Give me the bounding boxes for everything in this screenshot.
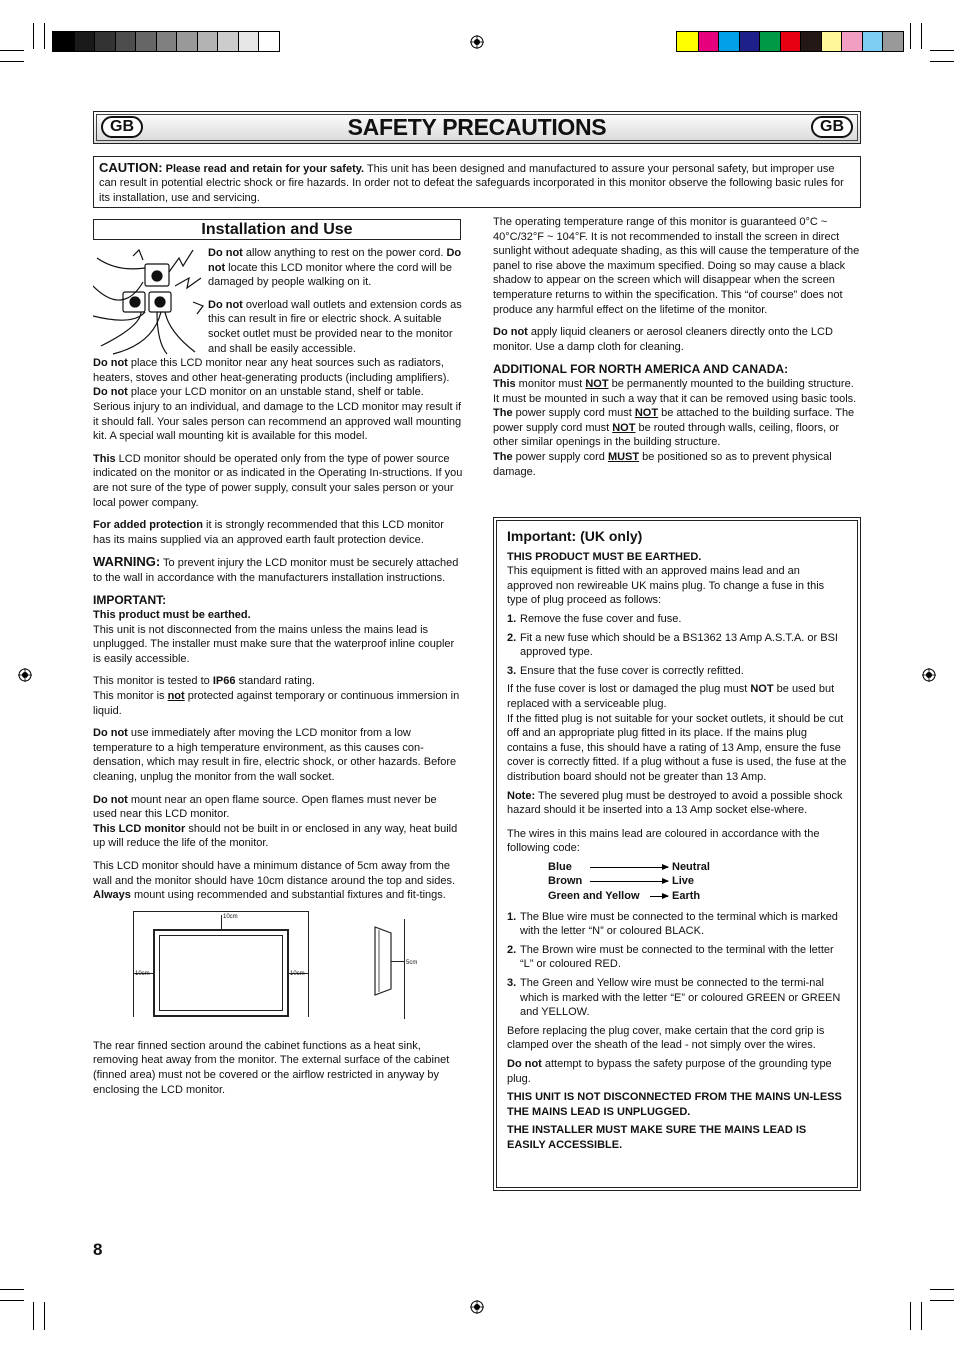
color-swatch: [197, 32, 218, 51]
gray-color-bar: [52, 31, 280, 52]
color-swatch: [698, 32, 719, 51]
p8-underline: not: [167, 690, 185, 703]
color-swatch: [862, 32, 883, 51]
p10-bold: Do not: [93, 793, 128, 806]
registration-mark-icon: [18, 668, 32, 682]
list-item: 1. Remove the fuse cover and fuse.: [507, 612, 682, 625]
table-row: Blue Neutral: [548, 860, 710, 873]
uk-caps-warning-1: THIS UNIT IS NOT DISCONNECTED FROM THE MAINS UN-LESS THE MAINS LEAD IS UNPLUGGED.: [507, 1091, 842, 1118]
gb-badge-left: GB: [101, 116, 143, 138]
important-sub: This product must be earthed.: [93, 609, 251, 622]
registration-mark-icon: [922, 668, 936, 682]
r1-text: The operating temperature range of this monitor is guaranteed 0°C ~ 40°C/32°F ~ 104°F. It is not recommended to install the screen in direct sunlight without adequate shading, as this will cause the temperature of the panel to rise above the maximum specified. Doing so may cause a black shadow to appear on the screen which will disappear when the screen temperature returns to within the specification. This “of course” does not produce any harmful effect on the lifetime of the monitor.: [493, 216, 860, 316]
operation-column: [493, 215, 861, 479]
fuse-cover-text-a: If the fuse cover is lost or damaged the plug must: [507, 683, 751, 696]
p1-text-a: allow anything to rest on the power cord.: [242, 247, 447, 259]
p11-text: should not be built in or enclosed in any way, heat build up will reduce the life of the monitor.: [93, 822, 458, 850]
p4-text: place your LCD monitor on an unstable stand, shelf or table. Serious injury to an individual, and damage to the LCD monitor may result if it should fall. Your sales person can recommend an approved wall mounting kit. A special wall mounting kit is available for this model.: [93, 386, 462, 443]
wire-steps-list: [507, 910, 847, 1020]
page-title: SAFETY PRECAUTIONS: [347, 114, 607, 140]
na3-underline: MUST: [607, 450, 640, 463]
north-america-heading: ADDITIONAL FOR NORTH AMERICA AND CANADA:: [493, 362, 789, 377]
color-swatch: [135, 32, 156, 51]
color-swatch: [74, 32, 95, 51]
table-row: Brown Live: [548, 875, 695, 888]
na3-bold: The: [493, 450, 513, 463]
color-swatch: [217, 32, 238, 51]
clearance-side-label: 5cm: [406, 959, 418, 966]
fuse-steps-list: [507, 612, 847, 678]
p1-bold-a: Do not: [208, 247, 243, 259]
arrow-right-icon: [662, 878, 669, 884]
r2-bold: Do not: [493, 326, 528, 339]
p1-text-b: locate this LCD monitor where the cord will be damaged by people walking on it.: [208, 261, 452, 289]
note-label: Note:: [507, 789, 536, 802]
caution-label: CAUTION:: [99, 160, 163, 175]
color-swatch: [94, 32, 115, 51]
uk-earthed: THIS PRODUCT MUST BE EARTHED.: [507, 550, 702, 563]
fuse-cover-text-b: be used but replaced with a serviceable plug.: [507, 683, 835, 710]
na2-bold: The: [493, 407, 513, 420]
p11-bold: This LCD monitor: [93, 822, 186, 835]
p2-text: overload wall outlets and extension cords as this can result in fire or electric shock. A suitable socket outlet must be provided near to the monitor and shall be easily accessible.: [208, 298, 462, 355]
registration-mark-icon: [470, 35, 484, 49]
color-swatch: [677, 32, 698, 51]
color-swatch: [759, 32, 780, 51]
na2-text-a: power supply cord must: [512, 407, 635, 420]
list-item: 3. Ensure that the fuse cover is correctly refitted.: [507, 664, 744, 677]
color-swatch: [780, 32, 801, 51]
fuse-cover-bold: NOT: [750, 683, 774, 696]
p3-text: place this LCD monitor near any heat sources such as radiators, heaters, stoves and other heat-generating products (including amplifiers).: [93, 357, 450, 384]
p7-text-a: This monitor is tested to: [93, 675, 213, 688]
color-swatch: [821, 32, 842, 51]
arrow-right-icon: [662, 864, 669, 870]
p9-text: use immediately after moving the LCD monitor from a low temperature to a high temperature environment, as this causes con-densation, which may result in fire, electric shock, or other hazards. Before cleaning, unplug the monitor from the wall socket.: [93, 727, 457, 783]
caution-lead: Please read and retain for your safety.: [165, 163, 365, 175]
cord-grip-text: Before replacing the plug cover, make certain that the cord grip is clamped over the sheath of the lead - not simply over the wires.: [507, 1024, 825, 1052]
color-swatch: [841, 32, 862, 51]
table-row: Green and Yellow Earth: [548, 890, 701, 903]
p7-bold: IP66: [212, 675, 236, 688]
color-swatch: [739, 32, 760, 51]
na3-text-b: be positioned so as to prevent physical damage.: [493, 450, 832, 478]
unsuitable-plug-text: If the fitted plug is not suitable for your socket outlets, it should be cut off and an appropriate plug fitted in its place. If the mains plug contains a fuse, this should have a rating of 13 Amp, ensure the fuse cover is correctly fitted. If a plug without a fuse is used, the fuse at the distribution board should not be greater than 13 Amp.: [507, 712, 847, 783]
clearance-left-label: 10cm: [135, 970, 150, 977]
list-item: 2. The Brown wire must be connected to the terminal with the letter “L” or coloured RED.: [507, 943, 834, 971]
clearance-diagram: [93, 911, 463, 1029]
na2-text-b: be attached to the building surface. The power supply cord must: [493, 407, 855, 434]
side-wall-line: [404, 919, 405, 1019]
p1-bold-b: Do not: [208, 247, 462, 274]
uk-caps-warning-2: THE INSTALLER MUST MAKE SURE THE MAINS LEAD IS EASILY ACCESSIBLE.: [507, 1124, 807, 1151]
bypass-bold: Do not: [507, 1058, 542, 1070]
p14-text: The rear finned section around the cabinet functions as a heat sink, removing heat away from the monitor. The external surface of the cabinet (finned area) must not be covered or the airflow restricted in anyway by enclosing the LCD monitor.: [93, 1039, 450, 1096]
na1-bold: This: [493, 377, 516, 390]
arrow-right-icon: [662, 893, 669, 899]
page-number: 8: [93, 1240, 103, 1259]
na3-text-a: power supply cord: [512, 450, 608, 463]
p8-text-a: This monitor is: [93, 690, 168, 703]
registration-mark-icon: [470, 1300, 484, 1314]
monitor-front-outline: [153, 929, 289, 1017]
uk-heading: Important: (UK only): [507, 528, 643, 544]
section-title-installation: Installation and Use: [93, 219, 461, 240]
title-bar: [93, 111, 861, 144]
list-item: 3. The Green and Yellow wire must be connected to the termi-nal which is marked with the letter “E” or coloured GREEN or GREEN and YELLOW.: [507, 977, 841, 1019]
list-item: 1. The Blue wire must be connected to the terminal which is marked with the letter “N” or coloured BLACK.: [507, 910, 838, 938]
caution-box: [93, 156, 861, 208]
color-swatch: [53, 32, 74, 51]
na1-text-a: monitor must: [515, 377, 586, 390]
color-swatch: [156, 32, 177, 51]
p13-bold: Always: [93, 889, 131, 902]
p3-bold: Do not: [93, 357, 128, 370]
na1-text-b: be permanently mounted to the building structure. It must be mounted in such a way that it can be removed using basic tools.: [493, 377, 857, 405]
overloaded-outlet-illustration-icon: [93, 246, 208, 356]
p10-text: mount near an open flame source. Open flames must never be used near this LCD monitor.: [93, 793, 437, 821]
color-swatch: [258, 32, 279, 51]
p8-text-b: protected against temporary or continuous immersion in liquid.: [93, 690, 460, 717]
color-swatch: [115, 32, 136, 51]
color-swatch: [718, 32, 739, 51]
warning-text: To prevent injury the LCD monitor must be securely attached to the wall in accordance with the manufacturers installation instructions.: [93, 557, 459, 584]
color-swatch: [238, 32, 259, 51]
na2-underline-b: NOT: [612, 421, 636, 434]
important-label: IMPORTANT:: [93, 593, 167, 608]
clearance-top-label: 10cm: [223, 913, 238, 920]
bypass-text: attempt to bypass the safety purpose of the grounding type plug.: [507, 1058, 832, 1085]
warning-label: WARNING:: [93, 554, 161, 570]
color-swatch: [882, 32, 903, 51]
uk-intro: This equipment is fitted with an approved mains lead and an approved non rewireable UK mains plug. To change a fuse in this type of plug proceed as follows:: [507, 565, 825, 607]
note-text: The severed plug must be destroyed to avoid a possible shock hazard should it be inserted into a 13 Amp socket else-where.: [507, 789, 843, 817]
na1-underline: NOT: [585, 377, 609, 390]
na2-text-c: be routed through walls, ceiling, floors, or other similar openings in the building structure.: [493, 421, 840, 449]
process-color-bar: [676, 31, 904, 52]
p5-bold: This: [93, 452, 116, 465]
list-item: 2. Fit a new fuse which should be a BS1362 13 Amp A.S.T.A. or BSI approved type.: [507, 631, 838, 659]
p6-text: it is strongly recommended that this LCD monitor has its mains supplied via an approved earth fault protection device.: [93, 519, 444, 546]
installation-column: [93, 219, 463, 1105]
clearance-right-label: 10cm: [290, 970, 305, 977]
gb-badge-right: GB: [811, 116, 853, 138]
color-swatch: [800, 32, 821, 51]
na2-underline-a: NOT: [634, 407, 659, 420]
p12-text: This LCD monitor should have a minimum distance of 5cm away from the wall and the monitor should have 10cm distance around the top and sides.: [93, 859, 456, 887]
p6-bold: For added protection: [93, 519, 203, 532]
p7-text-b: standard rating.: [235, 675, 315, 688]
wires-intro: The wires in this mains lead are coloured in accordance with the following code:: [507, 827, 820, 855]
wire-colour-table: [548, 860, 847, 904]
p4-bold: Do not: [93, 386, 128, 399]
p5-text: LCD monitor should be operated only from the type of power source indicated on the monitor or as indicated in the Operating In-structions. If you are not sure of the type of power supply, consult your sales person or your local power company.: [93, 452, 463, 509]
color-swatch: [176, 32, 197, 51]
important-text: This unit is not disconnected from the mains unless the mains lead is unplugged. The installer must make sure that the waterproof inline coupler is easily accessible.: [93, 623, 455, 665]
p13-text: mount using recommended and substantial fixtures and fit-tings.: [130, 889, 446, 902]
p9-bold: Do not: [93, 727, 128, 740]
caution-text: This unit has been designed and manufactured to assure your personal safety, but improper use can result in potential electric shock or fire hazards. In order not to defeat the safeguards incorporated in this monitor observe the following basic rules for its installation, use and servicing.: [99, 163, 844, 204]
p2-bold: Do not: [208, 298, 243, 311]
r2-text: apply liquid cleaners or aerosol cleaners directly onto the LCD monitor. Use a damp cloth for cleaning.: [493, 326, 833, 353]
uk-only-box: [493, 517, 861, 1191]
